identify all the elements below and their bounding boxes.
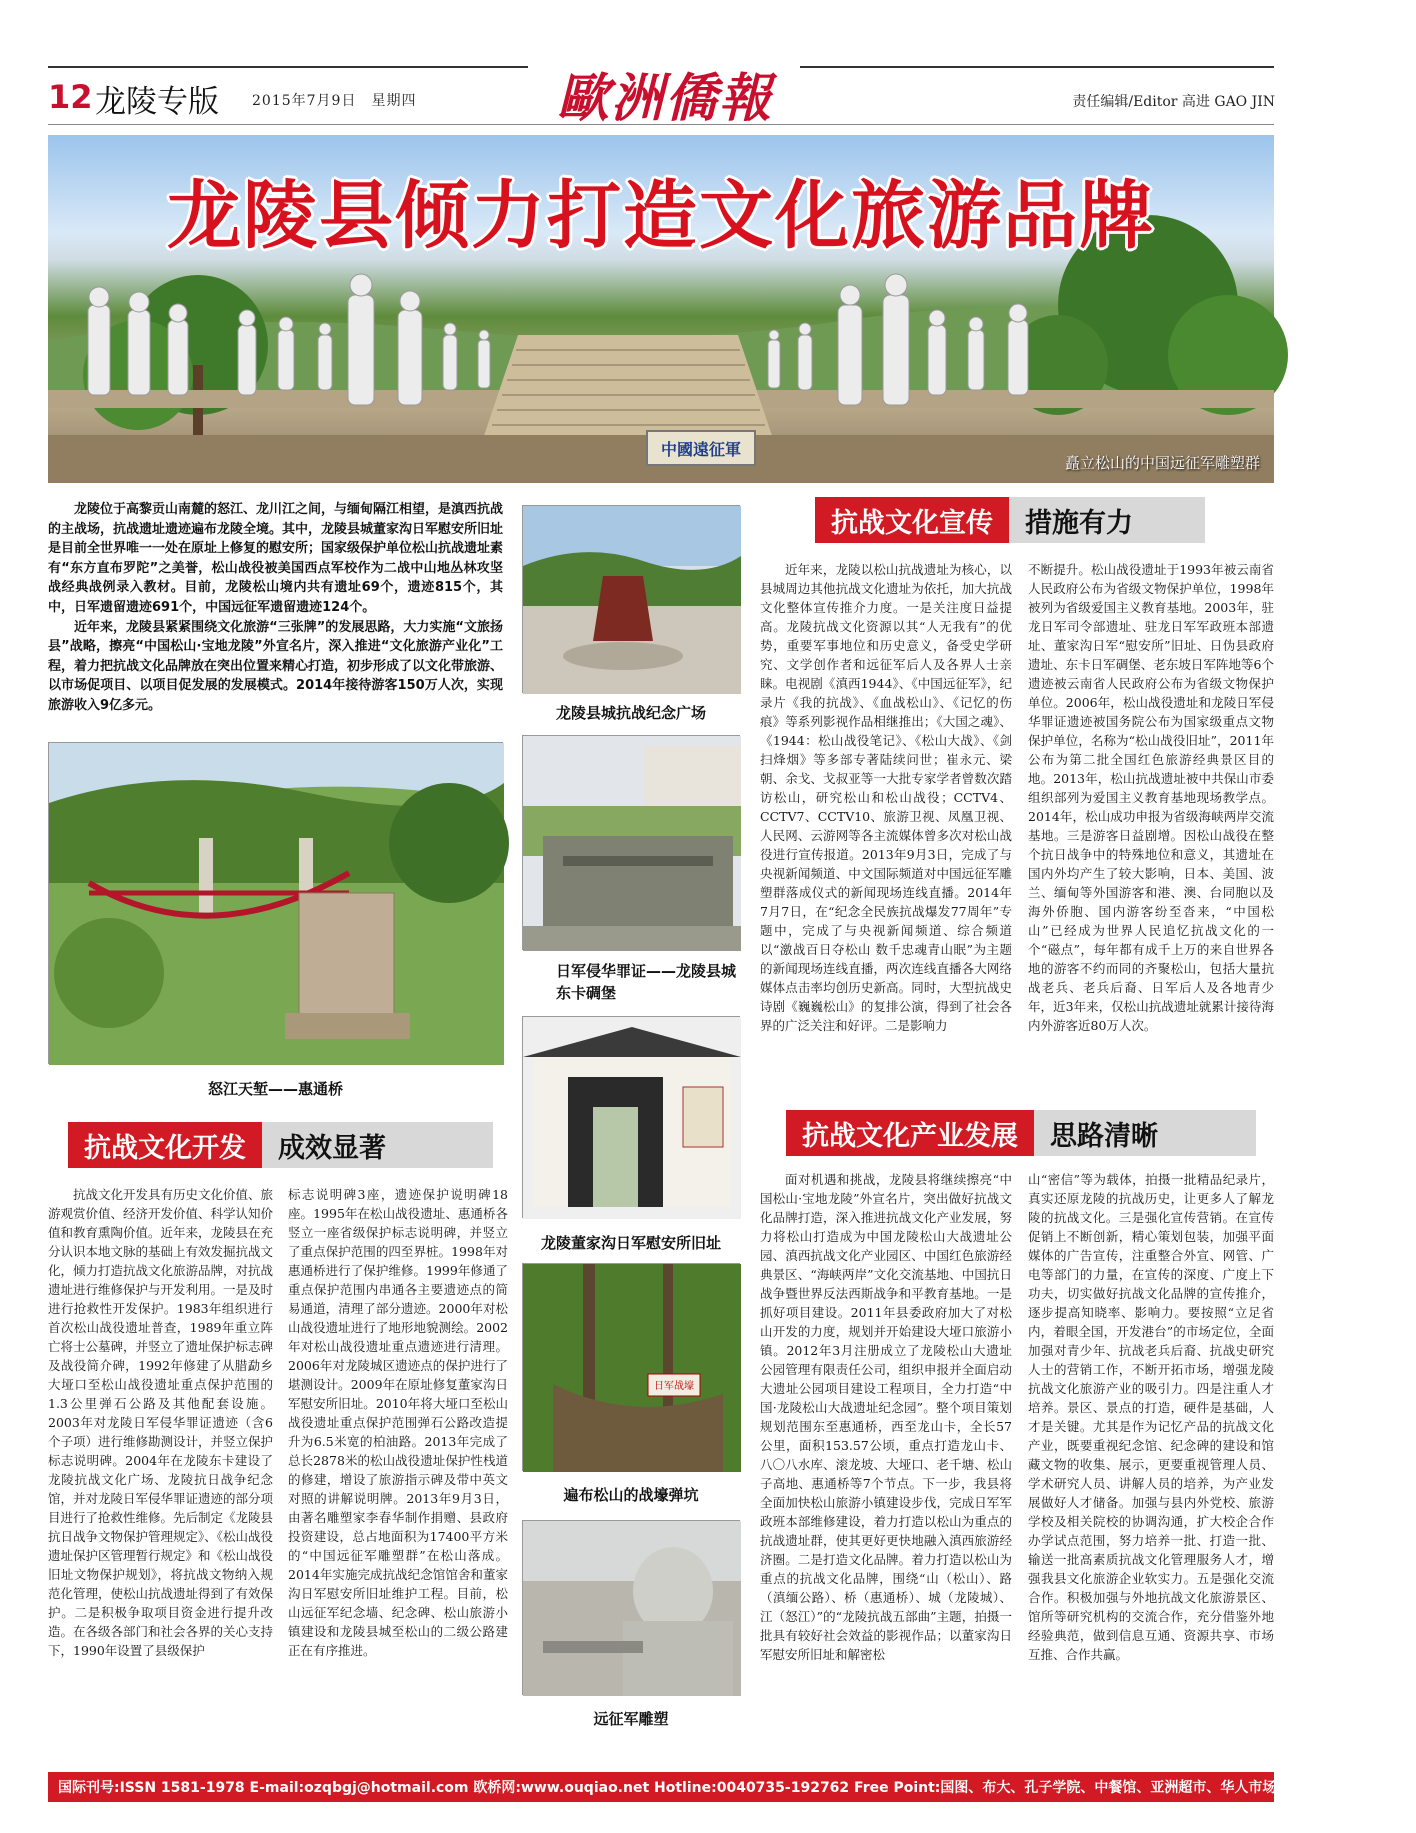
section-2-column-1 <box>48 1185 273 1745</box>
section-heading-1-sub: 措施有力 <box>1009 497 1205 543</box>
header-rule-left <box>48 66 528 68</box>
trench-caption: 遍布松山的战壕弹坑 <box>563 1486 699 1504</box>
lead-text <box>48 500 503 725</box>
statue-caption: 远征军雕塑 <box>593 1710 669 1728</box>
section-1-text-a: 近年来，龙陵以松山抗战遗址为核心，以县城周边其他抗战文化遗址为依托，加大抗战文化整体宣传推介力度。一是关注度日益提高。龙陵抗战文化资源以其“人无我有”的优势，重要军事地位和历史意义，备受史学研究、文学创作者和远征军后人及各界人士亲睐。电视剧《滇西1944》、《中国远征军》，纪录片《我的抗战》、《血战松山》、《记忆的伤痕》等系列影视作品相继推出；《大国之魂》、《1944：松山战役笔记》、《松山大战》、《剑扫烽烟》等多部专著陆续问世；崔永元、梁朝、余戈、戈叔亚等一大批专家学者曾数次踏访松山，研究松山和松山战役；CCTV4、CCTV7、CCTV10、旅游卫视、凤凰卫视、人民网、云游网等各主流媒体曾多次对松山战役进行宣传报道。2013年9月3日，完成了与央视新闻频道、中文国际频道对中国远征军雕塑群落成仪式的新闻现场连线直播。2014年7月7日，在“纪念全民族抗战爆发77周年”专题中，完成了与央视新闻频道、综合频道以“激战百日夺松山 数千忠魂青山眠”为主题的新闻现场连线直播，两次连线直播各大网络媒体点击率均创历史新高。同时，大型抗战史诗剧《巍巍松山》的复排公演，得到了社会各界的广泛关注和好评。二是影响力 <box>760 562 1012 1033</box>
section-2-text-b: 标志说明碑3座，遗迹保护说明碑18座。1995年在松山战役遗址、惠通桥各竖立一座省级保护标志说明碑，并竖立了重点保护范围的四至界桩。1998年对惠通桥进行了保护维修。1999年修通了重点保护范围内串通各主要遗迹点的简易通道，清理了部分遗迹。2000年对松山战役遗址进行了地形地貌测绘。2002年对松山战役遗址重点遗迹进行清理。2006年对龙陵城区遗迹点的保护进行了堪测设计。2009年在原址修复董家沟日军慰安所旧址。2010年将大垭口至松山战役遗址重点保护范围弹石公路改造提升为6.5米宽的柏油路。2013年完成了总长2878米的松山战役遗址保护性栈道的修建，增设了旅游指示碑及带中英文对照的讲解说明牌。2013年9月3日，由著名雕塑家李春华制作捐赠、县政府投资建设，总占地面积为17400平方米的“中国远征军雕塑群”在松山落成。2014年实施完成抗战纪念馆馆舍和董家沟日军慰安所旧址维护工程。目前，松山远征军纪念墙、纪念碑、松山旅游小镇建设和龙陵县城至松山的二级公路建正在有序推进。 <box>288 1187 508 1658</box>
section-heading-3-sub: 思路清晰 <box>1034 1110 1256 1156</box>
masthead-logo: 歐洲僑報 <box>556 67 773 129</box>
bunker-scene <box>523 736 741 951</box>
comfort-station-caption: 龙陵董家沟日军慰安所旧址 <box>540 1234 721 1252</box>
footer-text: 国际刊号:ISSN 1581-1978 E-mail:ozqbgj@hotmail.com 欧桥网:www.ouqiao.net Hotline:0040735-192762 Free Point:国图、布大、孔子学院、中餐馆、亚洲超市、华人市场、各大中资机构、机场 <box>58 1780 1416 1796</box>
section-1-column-1 <box>760 560 1012 1090</box>
bridge-scene <box>49 743 504 1065</box>
section-heading-3-main: 抗战文化产业发展 <box>786 1110 1034 1156</box>
footer-bar <box>48 1772 1416 1802</box>
bridge-caption: 怒江天堑——惠通桥 <box>207 1080 343 1098</box>
section-heading-3 <box>786 1110 1256 1156</box>
comfort-station-scene <box>523 1017 741 1219</box>
section-1-text-b: 不断提升。松山战役遗址于1993年被云南省人民政府公布为省级文物保护单位，1998年被列为省级爱国主义教育基地。2003年，驻龙日军司令部遗址、驻龙日军军政班本部遗址、董家沟日军“慰安所”旧址、日伪县政府遗址、东卡日军碉堡、老东坡日军阵地等6个遗迹被云南省人民政府公布为省级文物保护单位。2006年，松山战役遗址和龙陵日军侵华罪证遗迹被国务院公布为国家级重点文物保护单位，名称为“松山战役旧址”，2011年公布为第二批全国红色旅游经典景区目的地。2013年，松山抗战遗址被中共保山市委组织部列为爱国主义教育基地现场教学点。2014年，松山成功申报为省级海峡两岸交流基地。三是游客日益剧增。因松山战役在整个抗日战争中的特殊地位和意义，其遗址在国内外均产生了较大影响，日本、美国、波兰、缅甸等外国游客和港、澳、台同胞以及海外侨胞、国内游客纷至沓来，“中国松山”已经成为世界人民追忆抗战文化的一个“磁点”，每年都有成千上万的来自世界各地的游客不约而同的齐聚松山，包括大量抗战老兵、老兵后裔、日军后人及各地青少年，近3年来，仅松山抗战遗址就累计接待海内外游客近80万人次。 <box>1028 562 1274 1033</box>
section-2-text-a: 抗战文化开发具有历史文化价值、旅游观赏价值、经济开发价值、科学认知价值和教育熏陶价值。近年来，龙陵县在充分认识本地文脉的基础上有效发掘抗战文化，倾力打造抗战文化旅游品牌，对抗战遗址进行维修保护与开发利用。一是及时进行抢救性开发保护。1983年组织进行首次松山战役遗址普查，1989年重立阵亡将士公墓碑，并竖立了遗址保护标志碑及战役简介碑，1992年修建了从腊勐乡大垭口至松山战役遗址重点保护范围的1.3公里弹石公路及其他配套设施。2003年对龙陵日军侵华罪证遗迹（含6个子项）进行维修勘测设计，并竖立保护标志说明碑。2004年在龙陵东卡建设了龙陵抗战文化广场、龙陵抗日战争纪念馆，并对龙陵日军侵华罪证遗迹的部分项目进行了抢救性维修。先后制定《龙陵县抗日战争文物保护管理规定》、《松山战役遗址保护区管理暂行规定》和《松山战役旧址文物保护规划》，将抗战文物纳入规范化管理，使松山抗战遗址得到了有效保护。二是积极争取项目资金进行提升改造。在各级各部门和社会各界的关心支持下，1990年设置了县级保护 <box>48 1187 274 1658</box>
lead-paragraph-1: 龙陵位于高黎贡山南麓的怒江、龙川江之间，与缅甸隔江相望，是滇西抗战的主战场，抗战遗址遗迹遍布龙陵全境。其中，龙陵县城董家沟日军慰安所旧址是目前全世界唯一一处在原址上修复的慰安所；国家级保护单位松山抗战遗址素有“东方直布罗陀”之美誉，松山战役被美国西点军校作为二战中山地丛林攻坚战经典战例录入教材。目前，龙陵松山境内共有遗址69个，遗迹815个，其中，日军遗留遗迹691个，中国远征军遗留遗迹124个。 <box>48 502 504 615</box>
section-2-column-2 <box>288 1185 508 1745</box>
header-rule-right <box>800 66 1274 68</box>
headline: 龙陵县倾力打造文化旅游品牌 <box>167 173 1155 259</box>
section-heading-1 <box>815 497 1205 543</box>
section-title: 龙陵专版 <box>95 84 219 120</box>
trench-photo <box>522 1263 740 1471</box>
section-3-text-b: 山“密信”等为载体，拍摄一批精品纪录片，真实还原龙陵的抗战历史，让更多人了解龙陵的抗战文化。三是强化宣传营销。在宣传促销上不断创新，精心策划包装，加强平面媒体的广告宣传，注重整合外宣、网管、广电等部门的力量，在宣传的深度、广度上下功夫，切实做好抗战文化品牌的宣传推介，逐步提高知晓率、影响力。要按照“立足省内，着眼全国，开发港台”的市场定位，全面加强对青少年、抗战老兵后裔、抗战史研究人士的营销工作，不断开拓市场，增强龙陵抗战文化旅游产业的吸引力。四是注重人才培养。景区、景点的打造，硬件是基础，人才是关键。尤其是作为记忆产品的抗战文化产业，既要重视纪念馆、纪念碑的建设和馆藏文物的收集、展示，更要重视管理人员、学术研究人员、讲解人员的培养，为产业发展做好人才储备。加强与县内外党校、旅游学校及相关院校的协调沟通，扩大校企合作办学试点范围，努力培养一批、打造一批、输送一批高素质抗战文化管理服务人才，增强我县文化旅游企业软实力。五是强化交流合作。积极加强与外地抗战文化旅游景区、馆所等研究机构的交流合作，充分借鉴外地经验典范，做到信息互通、资源共享、市场互推、合作共赢。 <box>1028 1172 1274 1662</box>
statue-scene <box>523 1521 741 1696</box>
section-3-text-a: 面对机遇和挑战，龙陵县将继续擦亮“中国松山·宝地龙陵”外宣名片，突出做好抗战文化品牌打造，深入推进抗战文化产业发展，努力将松山打造成为中国龙陵松山大战遗址公园、滇西抗战文化产业园区、中国红色旅游经典景区、“海峡两岸”文化交流基地、中国抗日战争暨世界反法西斯战争和平教育基地。一是抓好项目建设。2011年县委政府加大了对松山开发的力度，规划并开始建设大垭口旅游小镇。2012年3月注册成立了龙陵松山大遗址公园管理有限责任公司，组织申报并全面启动大遗址公园项目建设工程项目，全力打造“中国·龙陵松山大战遗址纪念园”。整个项目策划规划范围东至惠通桥，西至龙山卡，全长57公里，面积153.57公顷，重点打造龙山卡、八〇八水库、滚龙坡、大垭口、老千塘、松山子高地、惠通桥等7个节点。下一步，我县将全面加快松山旅游小镇建设步伐，完成日军军政班本部维修建设，着力打造以松山为重点的抗战遗址群，使其更好更快地融入滇西旅游经济圈。二是打造文化品牌。着力打造以松山为重点的抗战文化品牌，围绕“山（松山）、路（滇缅公路）、桥（惠通桥）、城（龙陵城）、江（怒江）”的“龙陵抗战五部曲”主题，拍摄一批具有较好社会效益的影视作品；以董家沟日军慰安所旧址和解密松 <box>760 1172 1012 1662</box>
bridge-photo <box>48 742 503 1064</box>
section-heading-2 <box>68 1122 493 1168</box>
expedition-army-sign: 中國遠征軍 <box>646 430 756 466</box>
square-scene <box>523 506 741 694</box>
statue-photo <box>522 1520 740 1695</box>
lead-paragraph-2: 近年来，龙陵县紧紧围绕文化旅游“三张牌”的发展思路，大力实施“文旅扬县”战略，擦亮“中国松山·宝地龙陵”外宣名片，深入推进“文化旅游产业化”工程，着力把抗战文化品牌放在突出位置来精心打造，初步形成了以文化带旅游、以市场促项目、以项目促发展的发展模式。2014年接待游客150万人次，实现旅游收入9亿多元。 <box>48 619 504 713</box>
section-1-column-2 <box>1028 560 1274 1090</box>
section-heading-2-main: 抗战文化开发 <box>68 1122 262 1168</box>
bunker-caption: 日军侵华罪证——龙陵县城东卡碉堡 <box>556 962 737 1002</box>
page-number: 12 <box>48 78 93 116</box>
trench-scene <box>523 1264 741 1472</box>
comfort-station-photo <box>522 1016 740 1218</box>
trench-sign: 日军战壕 <box>654 1381 694 1392</box>
hero-photo <box>48 135 1274 483</box>
issue-date: 2015年7月9日 星期四 <box>252 93 417 109</box>
section-3-column-2 <box>1028 1170 1274 1745</box>
square-photo <box>522 505 740 693</box>
section-heading-2-sub: 成效显著 <box>262 1122 493 1168</box>
section-heading-1-main: 抗战文化宣传 <box>815 497 1009 543</box>
section-3-column-1 <box>760 1170 1012 1745</box>
editor-credit: 责任编辑/Editor 高进 GAO JIN <box>1072 94 1275 110</box>
bunker-photo <box>522 735 740 950</box>
square-caption: 龙陵县城抗战纪念广场 <box>555 704 706 722</box>
hero-caption: 矗立松山的中国远征军雕塑群 <box>1064 454 1260 472</box>
